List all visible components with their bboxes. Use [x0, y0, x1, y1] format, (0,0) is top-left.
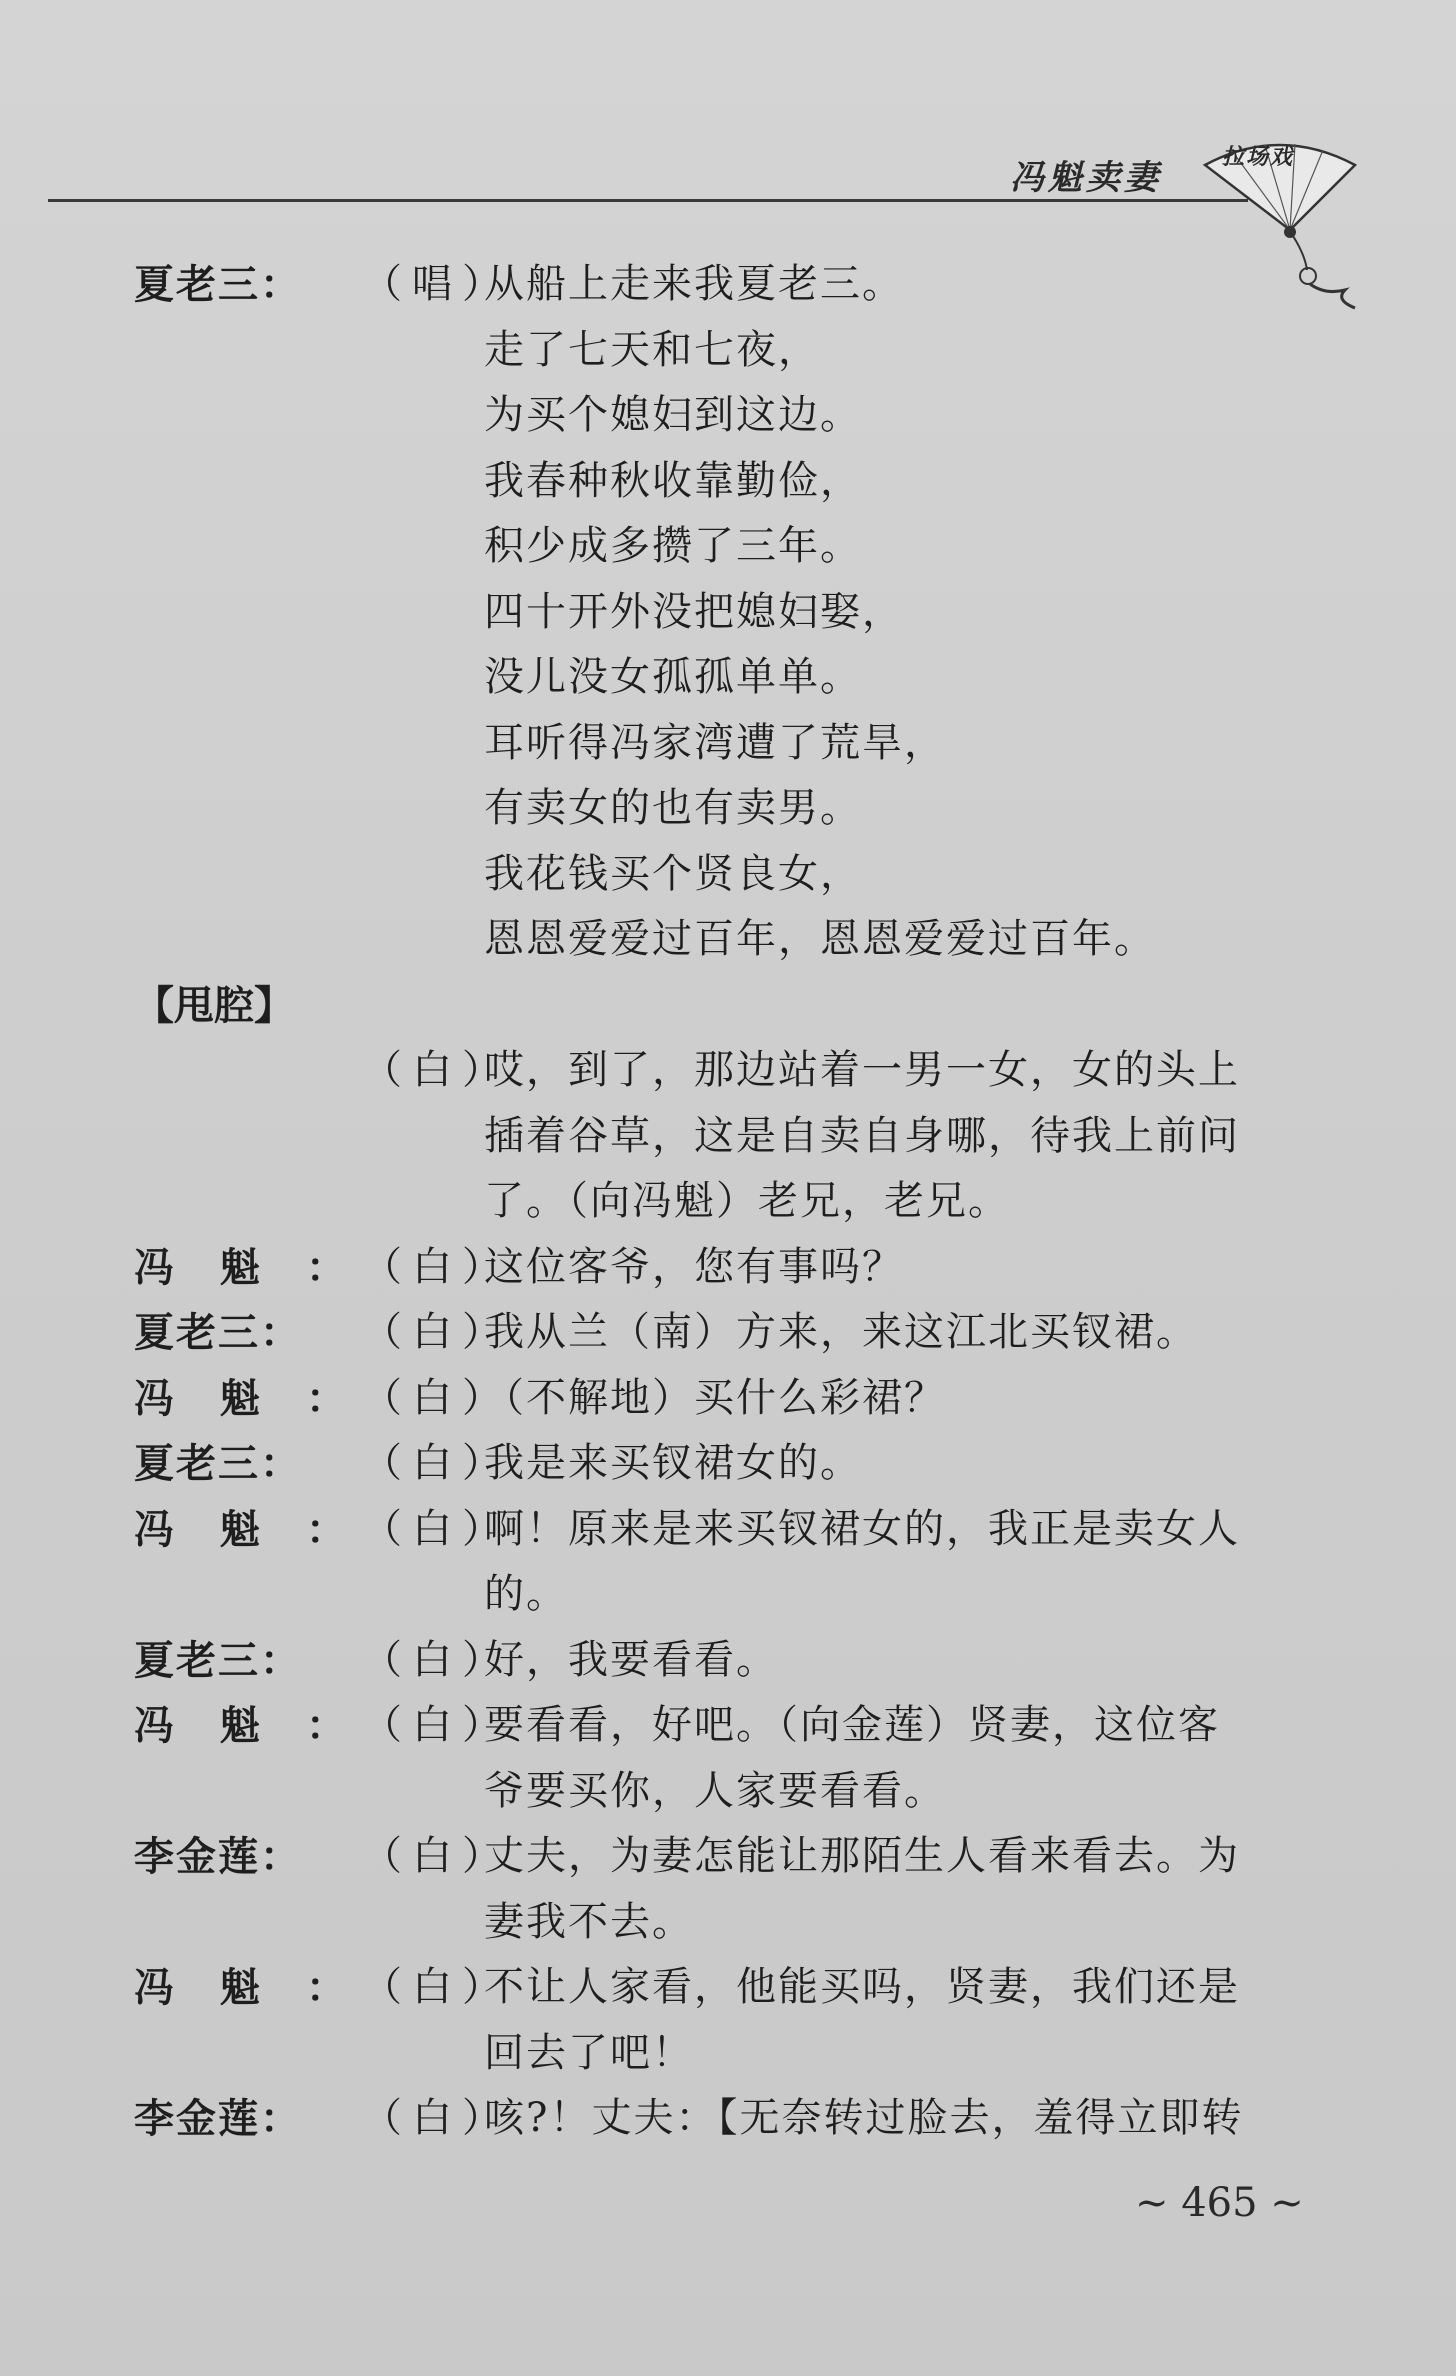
script-line: [0, 1235, 1456, 1301]
line-text: 耳听得冯家湾遭了荒旱，: [484, 719, 946, 766]
line-text: 插着谷草，这是自卖自身哪，待我上前问: [484, 1112, 1240, 1159]
line-text: 没儿没女孤孤单单。: [484, 654, 862, 700]
script-line: [0, 318, 1456, 384]
script-line: [0, 1169, 1456, 1235]
script-line: [0, 580, 1456, 646]
line-text: 我花钱买个贤良女，: [484, 850, 862, 897]
script-line: [0, 2086, 1456, 2152]
line-text: 好，我要看看。: [484, 1636, 778, 1683]
speaker-name: 冯魁：: [134, 1374, 392, 1422]
line-text: 了。（向冯魁）老兄，老兄。: [484, 1178, 1010, 1224]
script-line: [0, 973, 1456, 1039]
script-line: [0, 1300, 1456, 1366]
speaker-name: 冯魁：: [134, 1243, 392, 1291]
delivery-cue: （白）: [362, 1243, 512, 1290]
script-line: [0, 1890, 1456, 1956]
script-line: [0, 842, 1456, 908]
delivery-cue: （白）: [362, 1309, 512, 1355]
script-line: [0, 1955, 1456, 2021]
line-text: 丈夫，为妻怎能让那陌生人看来看去。为: [484, 1833, 1240, 1879]
line-text: 妻我不去。: [484, 1898, 694, 1945]
script-line: [0, 1104, 1456, 1170]
line-text: 爷要买你，人家要看看。: [484, 1767, 946, 1814]
line-text: 有卖女的也有卖男。: [484, 785, 862, 831]
header-rule: [48, 199, 1248, 202]
speaker-name: 夏老三：: [134, 1309, 302, 1356]
line-text: 走了七天和七夜，: [484, 326, 820, 373]
line-text: 我春种秋收靠勤俭，: [484, 457, 862, 504]
line-text: 积少成多攒了三年。: [484, 523, 862, 569]
speaker-name: 夏老三：: [134, 1440, 302, 1487]
delivery-cue: （白）: [362, 2095, 512, 2141]
stage-direction-label: 【甩腔】: [134, 981, 294, 1029]
script-line: [0, 907, 1456, 973]
script-line: [0, 645, 1456, 711]
line-text: 我从兰（南）方来，来这江北买钗裙。: [484, 1309, 1198, 1355]
line-text: 回去了吧！: [484, 2029, 694, 2076]
script-line: [0, 252, 1456, 318]
script-line: [0, 1562, 1456, 1628]
delivery-cue: （白）: [362, 1440, 512, 1486]
delivery-cue: （白）: [362, 1374, 512, 1421]
line-text: 啊！原来是来买钗裙女的，我正是卖女人: [484, 1505, 1240, 1552]
line-text: 的。: [484, 1571, 568, 1617]
script-line: [0, 1431, 1456, 1497]
running-header-title: 冯魁卖妻: [1010, 158, 1162, 198]
line-text: 为买个媳妇到这边。: [484, 392, 862, 438]
delivery-cue: （白）: [362, 1702, 512, 1748]
script-line: [0, 1497, 1456, 1563]
speaker-name: 冯魁：: [134, 1702, 392, 1749]
delivery-cue: （唱）: [362, 261, 512, 307]
script-line: [0, 711, 1456, 777]
delivery-cue: （白）: [362, 1636, 512, 1683]
script-line: [0, 383, 1456, 449]
line-text: 恩恩爱爱过百年，恩恩爱爱过百年。: [484, 916, 1156, 962]
speaker-name: 李金莲：: [134, 2095, 302, 2142]
delivery-cue: （白）: [362, 1047, 512, 1093]
script-line: [0, 514, 1456, 580]
script-line: [0, 1038, 1456, 1104]
line-text: 这位客爷，您有事吗？: [484, 1243, 904, 1290]
script-body: [0, 252, 1456, 2152]
page-number: ~ 465 ~: [1135, 2180, 1304, 2226]
line-text: 哎，到了，那边站着一男一女，女的头上: [484, 1047, 1240, 1093]
speaker-name: 夏老三：: [134, 1636, 302, 1684]
script-line: [0, 449, 1456, 515]
line-text: 不让人家看，他能买吗，贤妻，我们还是: [484, 1964, 1240, 2010]
line-text: 四十开外没把媳妇娶，: [484, 588, 904, 635]
script-line: [0, 776, 1456, 842]
speaker-name: 李金莲：: [134, 1833, 302, 1880]
line-text: 咳?！丈夫：【无奈转过脸去，羞得立即转: [484, 2095, 1244, 2141]
script-line: [0, 1693, 1456, 1759]
speaker-name: 冯魁：: [134, 1505, 392, 1553]
speaker-name: 夏老三：: [134, 261, 302, 308]
delivery-cue: （白）: [362, 1833, 512, 1879]
speaker-name: 冯魁：: [134, 1964, 392, 2011]
delivery-cue: （白）: [362, 1964, 512, 2010]
line-text: （不解地）买什么彩裙？: [484, 1374, 946, 1421]
script-line: [0, 1628, 1456, 1694]
line-text: 要看看，好吧。（向金莲）贤妻，这位客: [484, 1702, 1220, 1748]
script-line: [0, 1824, 1456, 1890]
line-text: 我是来买钗裙女的。: [484, 1440, 862, 1486]
fan-logo-text: 拉场戏: [1222, 144, 1295, 170]
script-line: [0, 1759, 1456, 1825]
script-line: [0, 1366, 1456, 1432]
line-text: 从船上走来我夏老三。: [484, 261, 904, 307]
script-line: [0, 2021, 1456, 2087]
delivery-cue: （白）: [362, 1505, 512, 1552]
